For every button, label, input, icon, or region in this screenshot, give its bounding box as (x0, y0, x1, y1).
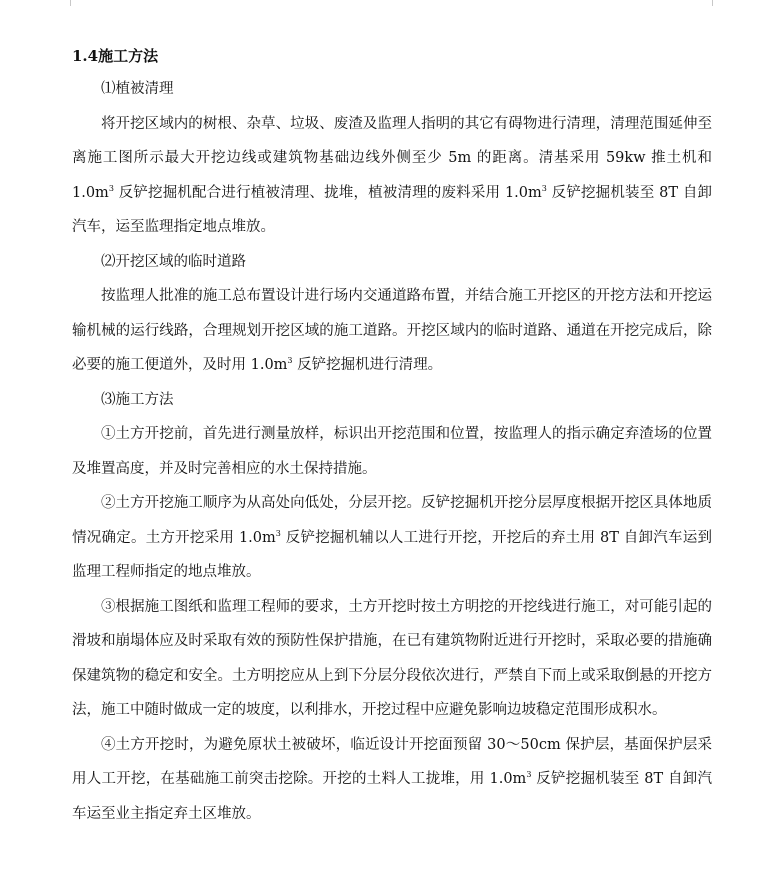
page-corner-mark-left (56, 0, 71, 6)
page-corner-mark-right (712, 0, 727, 6)
paragraph-method-step-3 (72, 590, 712, 728)
superscript-cubic: 3 (541, 183, 547, 193)
text-segment: 反铲挖掘机装至 8T 自卸汽车，运至监理指定地点堆放。 (72, 184, 712, 235)
text-segment: ②土方开挖施工顺序为从高处向低处，分层开挖。反铲挖掘机开挖分层厚度根据开挖区具体地质情况确定。土方开挖采用 1.0m (72, 495, 712, 546)
subsection-title-vegetation-clearing: ⑴植被清理 (101, 81, 174, 97)
paragraph-temporary-roads (72, 279, 712, 383)
superscript-cubic: 3 (275, 528, 281, 538)
text-segment: 反铲挖掘机配合进行植被清理、拢堆，植被清理的废料采用 1.0m (113, 184, 542, 201)
text-segment: 反铲挖掘机辅以人工进行开挖，开挖后的弃土用 8T 自卸汽车运到监理工程师指定的地点堆放。 (72, 529, 712, 580)
section-heading: 1.4施工方法 (72, 47, 159, 65)
paragraph-method-step-2 (72, 486, 712, 590)
paragraph-method-step-4 (72, 728, 712, 832)
text-segment: ①土方开挖前，首先进行测量放样，标识出开挖范围和位置，按监理人的指示确定弃渣场的位置及堆置高度，并及时完善相应的水土保持措施。 (72, 426, 712, 477)
text-segment: 反铲挖掘机装至 8T 自卸汽车运至业主指定弃土区堆放。 (72, 771, 712, 822)
text-segment: 反铲挖掘机进行清理。 (292, 357, 443, 373)
superscript-cubic: 3 (108, 183, 114, 193)
text-segment: 将开挖区域内的树根、杂草、垃圾、废渣及监理人指明的其它有碍物进行清理，清理范围延伸至离施工图所示最大开挖边线或建筑物基础边线外侧至少 5m 的距离。清基采用 59kw 推土机和 1.0m (72, 115, 712, 201)
subsection-title-construction-method: ⑶施工方法 (101, 391, 174, 408)
text-segment: 按监理人批准的施工总布置设计进行场内交通道路布置，并结合施工开挖区的开挖方法和开挖运输机械的运行线路，合理规划开挖区域的施工道路。开挖区域内的临时道路、通道在开挖完成后，除必要的施工便道外，及时用 1.0m (72, 288, 712, 373)
text-segment: ④土方开挖时，为避免原状土被破坏，临近设计开挖面预留 30～50cm 保护层，基面保护层采用人工开挖，在基础施工前突击挖除。开挖的土料人工拢堆，用 1.0m (72, 736, 712, 787)
superscript-cubic: 3 (526, 770, 532, 779)
text-segment: ③根据施工图纸和监理工程师的要求，土方开挖时按土方明挖的开挖线进行施工，对可能引起的滑坡和崩塌体应及时采取有效的预防性保护措施，在已有建筑物附近进行开挖时，采取必要的措施确保建筑物的稳定和安全。土方明挖应从上到下分层分段依次进行，严禁自下而上或采取倒悬的开挖方法，施工中随时做成一定的坡度，以利排水，开挖过程中应避免影响边坡稳定范围形成积水。 (72, 598, 712, 718)
paragraph-vegetation-clearing (72, 107, 712, 245)
subsection-title-temporary-roads: ⑵开挖区域的临时道路 (101, 253, 246, 270)
superscript-cubic: 3 (287, 356, 293, 365)
paragraph-method-step-1 (72, 417, 712, 486)
document-page (72, 40, 712, 831)
